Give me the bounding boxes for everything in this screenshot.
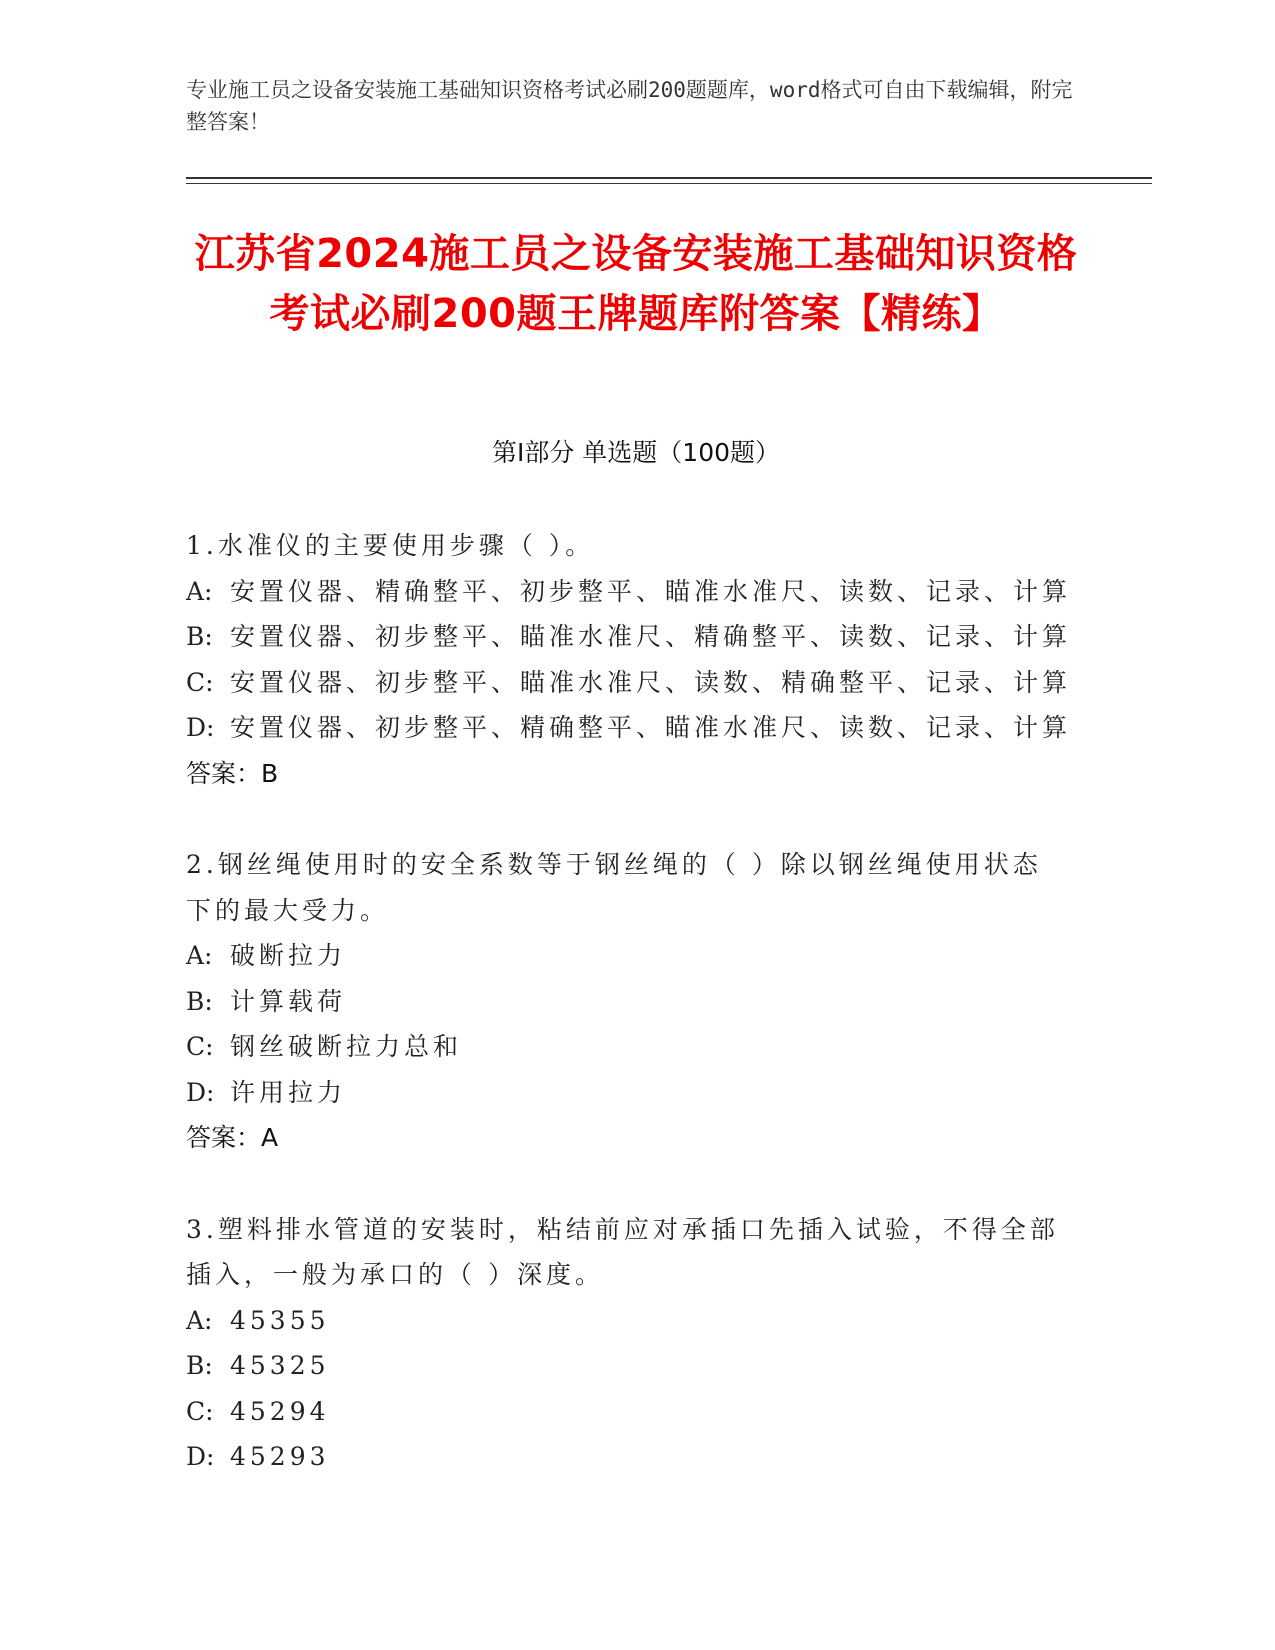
answer-value: A [261, 1123, 279, 1152]
option-b [186, 614, 1072, 660]
option-c [186, 1389, 1066, 1435]
option-letter: A: [186, 941, 213, 970]
question-3 [186, 1207, 1066, 1480]
question-list [186, 523, 1072, 1526]
option-letter: D: [186, 1442, 215, 1471]
question-1 [186, 523, 1072, 796]
option-a [186, 569, 1072, 615]
option-text: 45325 [230, 1351, 330, 1380]
option-b [186, 1343, 1066, 1389]
answer-label: 答案： [186, 1123, 262, 1152]
option-d [186, 1070, 1066, 1116]
document-title: 江苏省2024施工员之设备安装施工基础知识资格考试必刷200题王牌题库附答案【精练】 [194, 231, 1078, 337]
option-b [186, 979, 1066, 1025]
option-letter: A: [186, 1305, 213, 1335]
option-letter: D: [186, 713, 215, 742]
answer-value: B [261, 758, 279, 788]
option-letter: C: [186, 667, 214, 697]
section-heading: 第I部分 单选题（100题） [491, 438, 781, 467]
header-rule-thin [186, 183, 1152, 184]
option-text: 破断拉力 [230, 941, 347, 970]
option-text: 45355 [230, 1305, 330, 1335]
answer-line [186, 751, 1066, 797]
question-stem: 1.水准仪的主要使用步骤（ ）。 [186, 531, 595, 560]
option-letter: C: [186, 1396, 214, 1426]
option-text: 安置仪器、精确整平、初步整平、瞄准水准尺、读数、记录、计算 [230, 576, 1072, 606]
option-text: 45293 [230, 1442, 330, 1471]
option-letter: B: [186, 622, 213, 651]
answer-line [186, 1115, 1066, 1161]
option-text: 许用拉力 [230, 1077, 347, 1107]
option-d [186, 1434, 1066, 1480]
option-d [186, 705, 1072, 751]
question-2 [186, 842, 1066, 1161]
option-text: 安置仪器、初步整平、精确整平、瞄准水准尺、读数、记录、计算 [230, 713, 1072, 742]
question-stem: 3.塑料排水管道的安装时，粘结前应对承插口先插入试验，不得全部插入，一般为承口的（ ）深度。 [186, 1214, 1059, 1289]
option-c [186, 1024, 1066, 1070]
header-note: 专业施工员之设备安装施工基础知识资格考试必刷200题题库，word格式可自由下载编辑，附完整答案！ [186, 78, 1073, 134]
option-letter: B: [186, 986, 213, 1016]
header-rule-thick [186, 177, 1152, 179]
option-letter: D: [186, 1077, 215, 1107]
answer-label: 答案： [186, 758, 262, 788]
option-text: 安置仪器、初步整平、瞄准水准尺、读数、精确整平、记录、计算 [230, 667, 1072, 697]
option-text: 计算载荷 [230, 986, 347, 1016]
option-letter: C: [186, 1032, 214, 1061]
option-a [186, 1298, 1066, 1344]
option-text: 钢丝破断拉力总和 [230, 1032, 463, 1061]
option-text: 安置仪器、初步整平、瞄准水准尺、精确整平、读数、记录、计算 [230, 622, 1072, 651]
option-letter: A: [186, 576, 213, 606]
option-c [186, 660, 1072, 706]
option-letter: B: [186, 1351, 213, 1380]
option-a [186, 933, 1066, 979]
option-text: 45294 [230, 1396, 330, 1426]
question-stem: 2.钢丝绳使用时的安全系数等于钢丝绳的（ ）除以钢丝绳使用状态下的最大受力。 [186, 850, 1042, 925]
